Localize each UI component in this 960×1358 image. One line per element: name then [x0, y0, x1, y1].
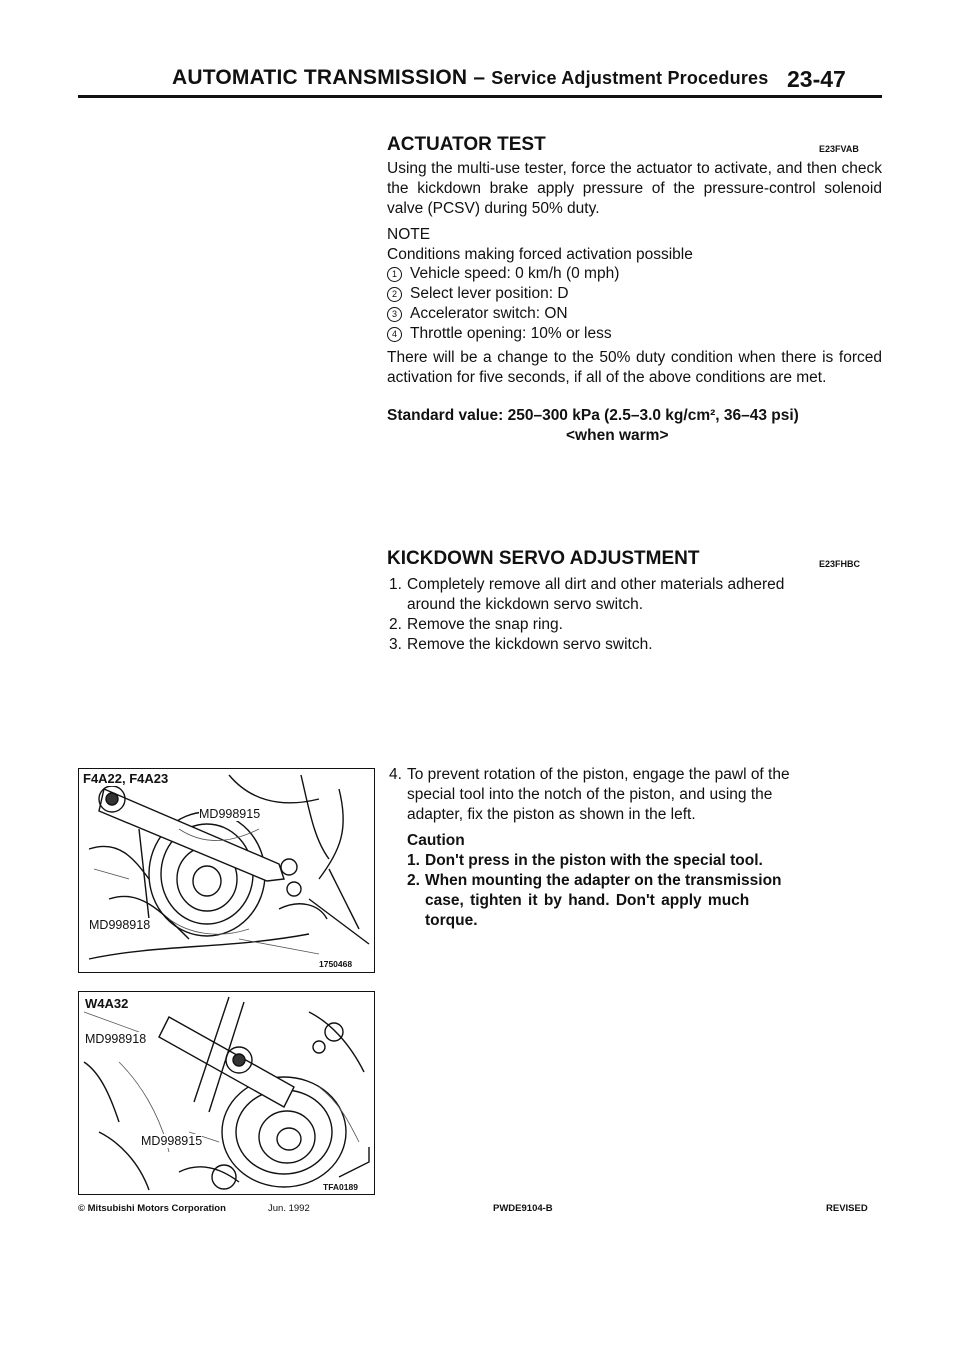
- figure-w4a32: [78, 991, 375, 1195]
- caution-number: 1.: [407, 852, 420, 869]
- standard-value: Standard value: 250–300 kPa (2.5–3.0 kg/cm², 36–43 psi): [387, 407, 799, 424]
- actuator-test-title: ACTUATOR TEST: [387, 134, 546, 155]
- conditions-title: Conditions making forced activation possible: [387, 246, 693, 263]
- step-text: To prevent rotation of the piston, engage the pawl of the: [407, 766, 790, 783]
- caution-text: case, tighten it by hand. Don't apply much: [425, 892, 750, 909]
- caution-label: Caution: [407, 832, 465, 849]
- step-number: 4.: [389, 766, 402, 783]
- circled-number: 3: [387, 307, 402, 322]
- step-text: Remove the kickdown servo switch.: [407, 636, 653, 653]
- figure-1-part-md998915: MD998915: [199, 807, 261, 821]
- circled-number: 4: [387, 327, 402, 342]
- page-number: 23-47: [787, 66, 846, 92]
- circled-number: 1: [387, 267, 402, 282]
- caution-item: [407, 851, 790, 871]
- figure-1-illustration: [79, 769, 374, 972]
- figure-f4a22-f4a23: [78, 768, 375, 973]
- condition-item: [387, 284, 619, 304]
- condition-text: Vehicle speed: 0 km/h (0 mph): [410, 265, 620, 282]
- footer-doc-number: PWDE9104-B: [493, 1203, 553, 1214]
- step-number: 3.: [389, 636, 402, 653]
- step-number: 1.: [389, 576, 402, 593]
- figure-2-part-md998915: MD998915: [141, 1134, 203, 1148]
- step-number: 2.: [389, 616, 402, 633]
- condition-text: Throttle opening: 10% or less: [410, 325, 612, 342]
- caution-number: 2.: [407, 872, 420, 889]
- figure-2-code: TFA0189: [323, 1182, 358, 1192]
- figure-1-model-label: F4A22, F4A23: [83, 771, 169, 786]
- kickdown-steps: [389, 575, 784, 655]
- condition-item: [387, 264, 619, 284]
- step-text: Remove the snap ring.: [407, 616, 563, 633]
- condition-text: Select lever position: D: [410, 285, 569, 302]
- page-header-title: [172, 66, 768, 90]
- footer-date: Jun. 1992: [268, 1203, 310, 1214]
- step-text: Completely remove all dirt and other materials adhered: [407, 576, 785, 593]
- header-subtitle: Service Adjustment Procedures: [491, 68, 769, 88]
- standard-value-condition: <when warm>: [566, 427, 669, 444]
- caution-text: Don't press in the piston with the special tool.: [425, 852, 763, 869]
- figure-2-illustration: [79, 992, 374, 1194]
- header-rule: [78, 95, 882, 98]
- caution-text: torque.: [425, 912, 478, 929]
- circled-number: 2: [387, 287, 402, 302]
- actuator-intro: Using the multi-use tester, force the actuator to activate, and then check the kickdown brake apply pressure of the pressure-control solenoid valve (PCSV) during 50% duty.: [387, 160, 882, 217]
- figure-1-part-md998918: MD998918: [89, 918, 151, 932]
- header-dash: –: [467, 66, 492, 89]
- conditions-list: [387, 264, 619, 344]
- condition-item: [387, 304, 619, 324]
- step-text: adapter, fix the piston as shown in the left.: [407, 806, 696, 823]
- actuator-test-code: E23FVAB: [819, 144, 859, 154]
- step-item: [389, 615, 784, 635]
- step-text: special tool into the notch of the piston, and using the: [407, 786, 773, 803]
- figure-2-part-md998918: MD998918: [85, 1032, 147, 1046]
- kickdown-servo-code: E23FHBC: [819, 559, 861, 569]
- figure-2-model-label: W4A32: [85, 996, 129, 1011]
- step-text: around the kickdown servo switch.: [407, 596, 644, 613]
- condition-item: [387, 324, 619, 344]
- footer-status: REVISED: [826, 1203, 868, 1214]
- condition-text: Accelerator switch: ON: [410, 305, 568, 322]
- actuator-after: There will be a change to the 50% duty condition when there is forced activation for five seconds, if all of the above conditions are met.: [387, 349, 882, 386]
- caution-item: [407, 871, 790, 931]
- caution-text: When mounting the adapter on the transmission: [425, 872, 782, 889]
- step-item: [389, 575, 784, 615]
- note-label: NOTE: [387, 226, 431, 243]
- figure-1-code: 1750468: [319, 959, 353, 969]
- step-4: [389, 765, 790, 931]
- footer-copyright: © Mitsubishi Motors Corporation: [78, 1203, 226, 1214]
- kickdown-servo-title: KICKDOWN SERVO ADJUSTMENT: [387, 548, 700, 569]
- header-title: AUTOMATIC TRANSMISSION: [172, 66, 468, 89]
- step-item: [389, 635, 784, 655]
